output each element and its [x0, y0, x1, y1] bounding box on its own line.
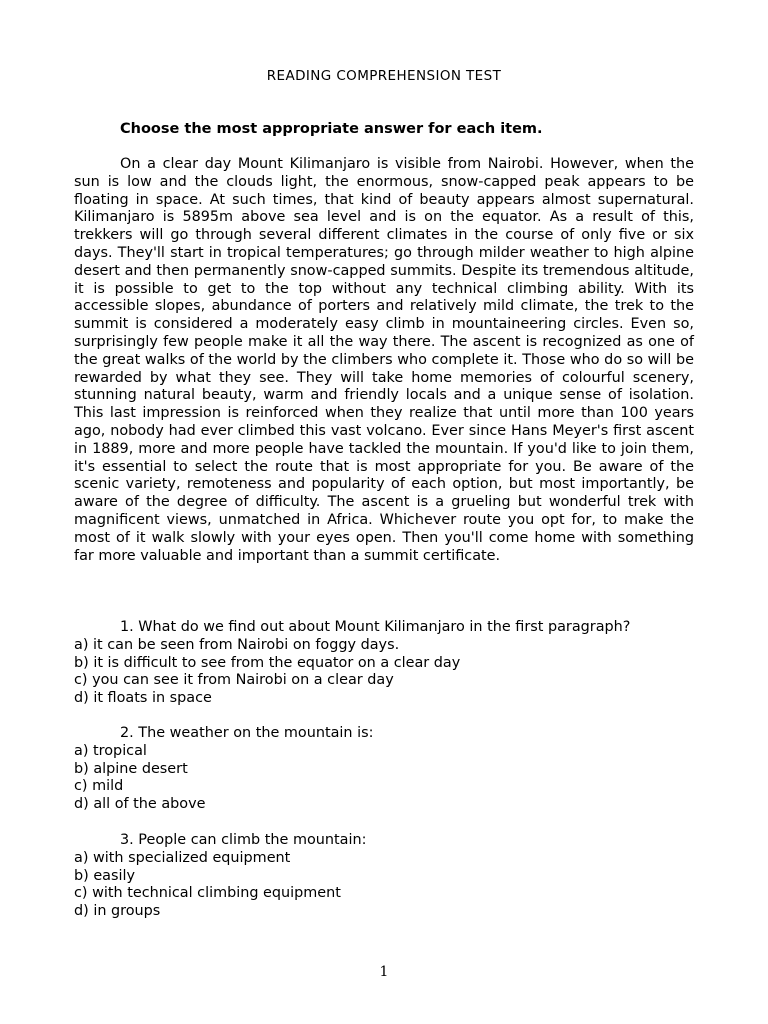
answer-option-d: d) in groups: [74, 903, 161, 920]
answer-option-c: c) mild: [74, 778, 124, 795]
answer-option-a: a) with specialized equipment: [74, 849, 291, 866]
question-1: [74, 619, 714, 708]
answer-option-b: b) it is difficult to see from the equator on a clear day: [74, 654, 461, 671]
question-stem: 2. The weather on the mountain is:: [120, 725, 374, 741]
question-2: [74, 725, 714, 814]
answer-option-b: b) easily: [74, 867, 136, 884]
page-number: 1: [379, 964, 389, 980]
question-stem: 3. People can climb the mountain:: [120, 832, 367, 848]
instruction-text: Choose the most appropriate answer for each item.: [120, 121, 543, 137]
answer-option-b: b) alpine desert: [74, 760, 188, 777]
answer-option-c: c) you can see it from Nairobi on a clear day: [74, 672, 394, 689]
question-3: [74, 832, 714, 921]
reading-passage: On a clear day Mount Kilimanjaro is visible from Nairobi. However, when the sun is low and the clouds light, the enormous, snow-capped peak appears to be floating in space. At such times, that kind of beauty appears almost supernatural. Kilimanjaro is 5895m above sea level and is on the equator. As a result of this, trekkers will go through several different climates in the course of only five or six days. They'll start in tropical temperatures; go through milder weather to high alpine desert and then permanently snow-capped summits. Despite its tremendous altitude, it is possible to get to the top without any technical climbing ability. With its accessible slopes, abundance of porters and relatively mild climate, the trek to the summit is considered a moderately easy climb in mountaineering circles. Even so, surprisingly few people make it all the way there. The ascent is recognized as one of the great walks of the world by the climbers who complete it. Those who do so will be rewarded by what they see. They will take home memories of colourful scenery, stunning natural beauty, warm and friendly locals and a unique sense of isolation. This last impression is reinforced when they realize that until more than 100 years ago, nobody had ever climbed this vast volcano. Ever since Hans Meyer's first ascent in 1889, more and more people have tackled the mountain. If you'd like to join them, it's essential to select the route that is most appropriate for you. Be aware of the scenic variety, remoteness and popularity of each option, but most importantly, be aware of the degree of difficulty. The ascent is a grueling but wonderful trek with magnificent views, unmatched in Africa. Whichever route you opt for, to make the most of it walk slowly with your eyes open. Then you'll come home with something far more valuable and important than a summit certificate.: [74, 156, 694, 564]
answer-option-c: c) with technical climbing equipment: [74, 885, 341, 902]
answer-option-a: a) it can be seen from Nairobi on foggy days.: [74, 636, 400, 653]
answer-option-d: d) all of the above: [74, 796, 206, 813]
answer-option-a: a) tropical: [74, 742, 147, 759]
question-stem: 1. What do we find out about Mount Kilimanjaro in the first paragraph?: [120, 619, 631, 635]
answer-option-d: d) it floats in space: [74, 690, 212, 707]
page-title: READING COMPREHENSION TEST: [266, 68, 502, 84]
